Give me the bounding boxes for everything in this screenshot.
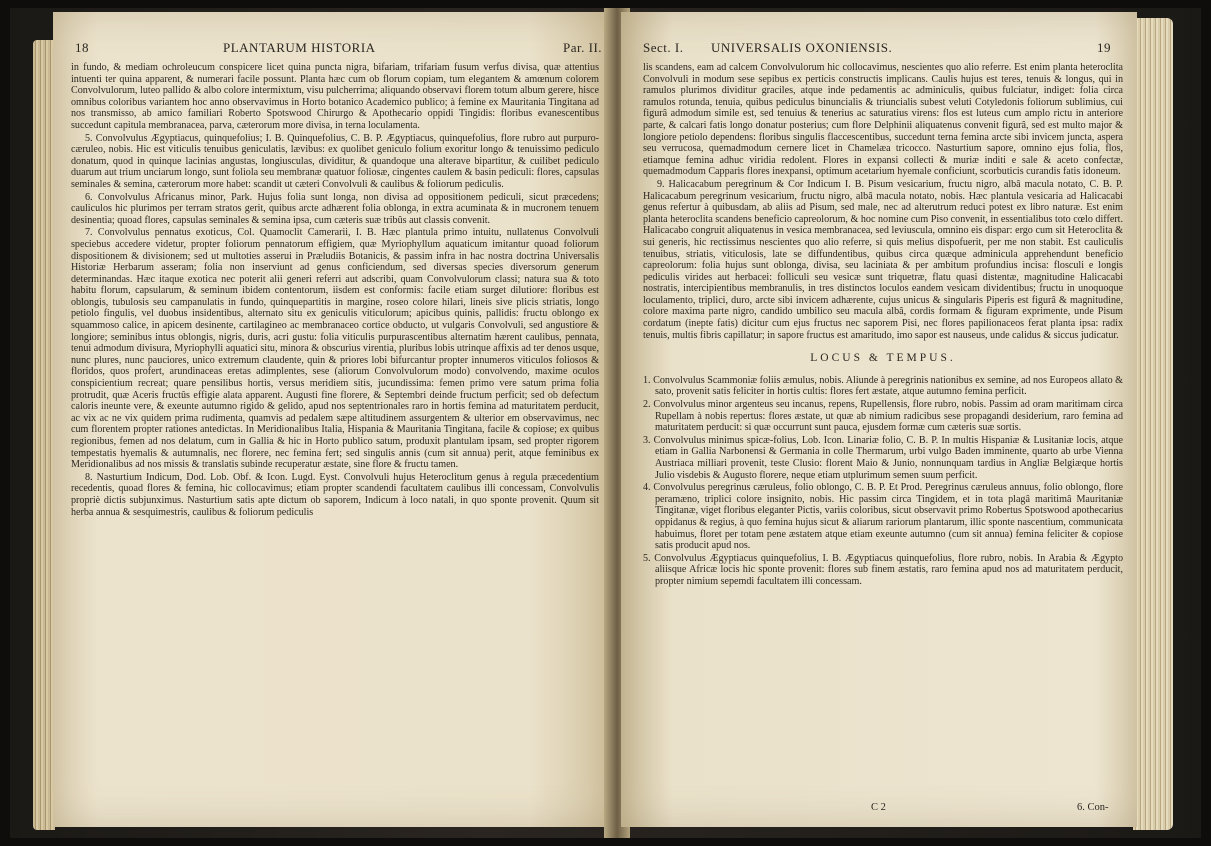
right-running-title: UNIVERSALIS OXONIENSIS.	[711, 40, 893, 55]
signature-mark: C 2	[871, 802, 886, 813]
book-edge-right	[1133, 18, 1173, 830]
right-text-column	[643, 62, 1123, 589]
left-running-title: PLANTARUM HISTORIA	[223, 40, 376, 55]
paragraph: 6. Convolvulus Africanus minor, Park. Hujus folia sunt longa, non divisa ad oppositionem pediculi, sicut præcedens; cauliculos hic plurimos per terram stratos gerit, quibus arcte adhærent folia oblonga, in extra acuminata & in mucronem tenuem desinentia; quoad flores, capsulas seminales & semina ipsa, cum cæteris suæ tribûs aut classis convenit.	[71, 191, 599, 226]
book-edge-left	[33, 40, 55, 830]
list-item: 4. Convolvulus peregrinus cæruleus, folio oblongo, C. B. P. Et Prod. Peregrinus cæruleus annuus, folio oblongo, flore peramæno, triplici colore insignito, nobis. Hic passim circa Tingidem, et in tota plagâ maritimâ Mauritaniæ Tingitanæ, viget floribus eleganter Pictis, variis coloribus, sicut observavit primo Robertus Spotswood apothecarius oppidanus & regius, à quo femina hujus sicut & aliarum rariorum plantarum, illic sponte nascentium, communicata habuimus, floret per totam pene æstatem atque etiam exeunte autumno (cum sit annua) femina feliciter & copiose satis producit apud nos.	[643, 482, 1123, 552]
paragraph: 9. Halicacabum peregrinum & Cor Indicum I. B. Pisum vesicarium, fructu nigro, albâ macula notato, C. B. P. Halicacabum peregrinum vesicarium, fructu nigro, albâ macula notato, nobis. Hæc plantula vesicaria ad Halicacabi genus refertur à quibusdam, ab aliis ad Pisum, sed male, nec ad alterutrum reduci potest ex libro naturæ. Est enim planta heteroclita scandens beneficio capreolorum, & hoc nomine cum Piso convenit, in essentialibus toto cœlo differt. Halicacabo congruit aliquatenus in vesica membranacea, sed leviuscula, omnino eis dispar: ergo cum sit Heteroclita & sui generis, hic rectissimus nescientes quo alio referre, si quis melius dispofuerit, per me non stabit. Est cauliculis tenuibus, striatis, viticulosis, late se diffundentibus, quibus circa quæque adminicula apprehendunt beneficio capreolorum: folia hujus sunt oblonga, divisa, seu laciniata & per ambitum profundius incisa: flosculi e longis pediculis virides aut herbacei: folliculi seu vesicæ sunt triquetræ, flatu quasi distentæ, magnitudine Halicacabi nostratis, intercipientibus membranulis, in tres distinctos loculos eandem vesicam dividentibus; fructu in unoquoque loculamento, triplici, duro, arcte sibi invicem adhærente, cujus unicus & singularis Piperis est figurâ & magnitudine, colore maxima parte nigro, candido umbilico seu macula albâ, cordis formam & figuram exprimente, unde Pisum cordatum (inepte fatis) dicitur cum ejus fructus nec saporem Pisi, nec flores papilionaceos ferat planta ipsa: radix tenuis, multis fibris capillatur; in sapore fructus est amaritudo, imo sapor est nauseus, unde calidus & siccus judicatur.	[643, 178, 1123, 341]
right-page-number: 19	[1097, 40, 1111, 55]
left-part-label: Par. II.	[563, 40, 603, 55]
list-item: 1. Convolvulus Scammoniæ foliis æmulus, nobis. Aliunde à peregrinis nationibus ex semine, ad nos Europeos allato & sato, provenit satis feliciter in hortis cultis: flores fert æstate, atque autumno femina perficit.	[643, 374, 1123, 398]
left-text-column	[71, 62, 599, 519]
paragraph: in fundo, & mediam ochroleucum conspicere licet quina puncta nigra, bifariam, trifariam fusum verfus divisa, quæ attentius intuenti ter quina apparent, & numerari facile possunt. Planta hæc cum ob florum copiam, tum elegantem & amœnum colorem Convolvulorum, luteo pallido & albo colore intermixtum, visu pulcherrima; aliquando observavi florem totum album gerere, hisce omnibus coloribus variantem hoc anno observavimus in Horto botanico Academico publico; à femine ex Mauritania Tingitana ad nos transmisso, ab amico familiari Roberto Spotswood Chirurgo & Apothecario oppidi Tingidis: floribus evanescentibus succedunt capitula membranacea, parva, cæterorum more divisa, in terna loculamenta.	[71, 62, 599, 131]
list-item: 3. Convolvulus minimus spicæ-folius, Lob. Icon. Linariæ folio, C. B. P. In multis Hispaniæ & Lusitaniæ locis, atque etiam in Gallia Narbonensi & Germania in colle Thermarum, urbi vulgo Baden imminente, quarto ab urbe Vienna Austriaca milliari provenit, teste Clusio: florent Maio & Junio, nonnunquam tardius in Angliæ Belgiæque hortis Julio visdebis & Augusto florere, neque etiam utplurimum semen suum perficit.	[643, 434, 1123, 481]
catchword: 6. Con-	[1077, 802, 1109, 813]
list-item: 2. Convolvulus minor argenteus seu incanus, repens, Rupellensis, flore rubro, nobis. Passim ad oram maritimam circa Rupellam à nobis repertus: flores æstate, ut quæ ab nimium radicibus sese propagandi desiderium, raro femina ad maturitatem perducit: si quæ occurrunt sunt pauca, ejusdem formæ cum cæteris suæ sortis.	[643, 399, 1123, 434]
right-page	[621, 12, 1137, 827]
right-section-label: Sect. I.	[643, 40, 684, 55]
paragraph: 5. Convolvulus Ægyptiacus, quinquefolius; I. B. Quinquefolius, C. B. P. Ægyptiacus, quinquefolius, flore rubro aut purpuro-cæruleo, nobis. Hic est viticulis tenuibus geniculatis, lævibus: ex quolibet geniculo folium exoritur longo & tenuissimo pediculo donatum, quod in quinque lacinias angustas, longiusculas, dividitur, & quandoque una alterave bipartitur, & cuilibet pediculo duarum aut trium unciarum longo, sunt foliola seu membranæ quatuor foliosæ, cingentes caulem & basin pediculi: flores, capsulas seminales & semina, cæterorum more habet: scandit ut cæteri Convolvuli & caulibus & foliorum pediculis.	[71, 132, 599, 190]
list-item: 5. Convolvulus Ægyptiacus quinquefolius, I. B. Ægyptiacus quinquefolius, flore rubro, nobis. In Arabia & Ægypto aliisque Africæ locis hic sponte provenit: flores sub finem æstatis, raro femina apud nos ad maturitatem perducit, propter nimium sepemdi facultatem illi concessam.	[643, 552, 1123, 587]
left-page-number: 18	[75, 40, 89, 55]
paragraph: lis scandens, eam ad calcem Convolvulorum hic collocavimus, nescientes quo alio referre. Est enim planta heteroclita Convolvuli in modum sese sepibus ex perticis constructis implicans. Caulis hujus est teres, tenuis & longus, qui in ramulos plurimos dividitur graciles, atque inde pedamentis ac adminiculis, quibus fulciatur, indiget: folia circa ramulos rotunda, tenuia, quibus pediculus binuncialis & triuncialis subest veluti Cotyledonis foliorum sublimius, cui figurâ admodum simile est, sed tenuius & tenerius ac saturatius virens: flos est luteus cum amplo rictu in anteriore parte, & calcari fatis longo donatur posterius; cum flore Delphinii aliquatenus convenit figurâ, sed est multo major & longiore petiolo dependens: floribus singulis flaccescentibus, succedunt terna femina arcte sibi invicem juncta, aspera seu verrucosa, quemadmodum cernere licet in Chamelæa tricocco. Nasturtium sapore, omnino ejus folia, flos, etiamque femina adhuc viridia redolent. Flores in expansi collecti & muriæ inditi e sale & aceto confectæ, quemadmodum Capparis flores inexpansi, optimum acetarium hyemale conficiunt, scorbuticis curandis fatis idoneum.	[643, 62, 1123, 178]
left-page	[53, 12, 613, 827]
section-heading: LOCUS & TEMPUS.	[810, 352, 956, 365]
paragraph: 7. Convolvulus pennatus exoticus, Col. Quamoclit Camerarii, I. B. Hæc plantula primo intuitu, nullatenus Convolvuli speciebus accedere videtur, propter foliorum pennatorum effigiem, quæ Myriophyllum aquaticum imitantur quoad foliorum dispositionem & divisionem; sed ut multoties asserui in Præludiis Botanicis, & passim infra in hac nostra doctrina Universalis Historiæ Herbarum asseram; folia non inserviunt ad genus conficiendum, sed diversas species diversorum generum determinandas. Hæc itaque exotica nec poterit alii generi referri aut adscribi, quam Convolvulorum classi; natura sua & toto habitu florum, capsularum, & seminum ibidem contentorum, iisdem est conformis: facile etiam surget dilutiore: floribus est oblongis, tubulosis seu campanulatis in fundo, quinquepartitis in margine, roseo colore hilari, lineis sive plicis striatis, longo petiolo fingulis, vel duobus insidentibus, alternato situ ex geniculis viticulorum; apicibus quinis, pallidis: fructu oblongo ex squammoso calice, in apicem desinente, cartilagineo ac membranaceo cortice obducto, ut vulgaris Convolvuli, sed angustiore & longiore; seminibus intus oblongis, nigris, duris, acri gustu: folia viticulis purpurascentibus alternatim hærent caulibus, pennata, tenui admodum divisura, Myriophylli aquatici situ, minora & obscurius virentia, pluribus lobis utrinque affixis ad ter denos usque, nunc plures, nunc pauciores, unico extremum claudente, quin & priores lobi bifurcantur propter innumeros viticulos foliosos & floridos, quos profert, arundinaceas eretas adimplentes, sese (aliorum Convolvulorum modo) convolvendo, maxime oculos conspicientium recreat; quare pensilibus hortis, versus meridiem sitis, jucundissima: femen primo vere satum prima folia protrudit, quæ Aceris fructûs effigie alata apparent. Augusti fine florere, & Septembri deinde fructum perficit; sed ob defectum caloris ineunte vere, & exeunte autumno rigido & gelido, apud nos septentrionales raro in hortis femina ad maturitatem perducit, ac vix ac ne vix quidem prima rudimenta, quamvis ad pedalem sæpe altitudinem assurgentem & ulterior em observavimus, nec cum florentem propter rationes antedictas. In Meridionalibus Italia, Hispania & Mauritania Tingitana, facile & copiose; ex quibus regionibus, femen ad nos delatum, cum in Gallia & hic in Horto publico satum, produxit plantulam ipsam, sed propter rigorem tempestatis hyemalis & autumnalis, nec florere, nec femina fert; sed singulis annis (cum sit annua) perit, atque feminibus ex Meridionalibus ad nos missis & translatis subinde recuperatur æstate, sine flore & fructu tamen.	[71, 227, 599, 471]
paragraph: 8. Nasturtium Indicum, Dod. Lob. Obf. & Icon. Lugd. Eyst. Convolvuli hujus Heteroclitum genus à regula præcedentium recedentis, quoad flores & femina, hic collocavimus; etiam propter scandendi facultatem caulibus illi concessam, Convolvulis propriè dictis subjunximus. Nasturtium satis apte dictum ob saporem, Indicum à loco natali, in quo sponte provenit. Quum sit herba annua & sesquimestris, caulibus & foliorum pediculis	[71, 471, 599, 518]
